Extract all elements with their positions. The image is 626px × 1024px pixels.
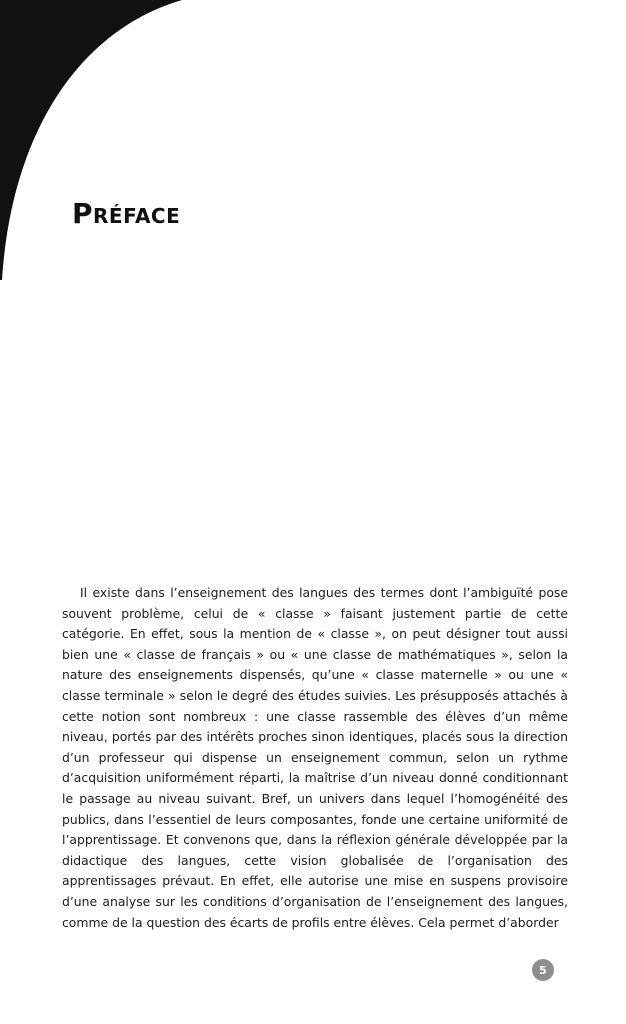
page-number-badge: 5	[532, 959, 554, 981]
corner-decoration	[0, 0, 200, 280]
chapter-title: Préface	[72, 197, 181, 230]
body-paragraph: Il existe dans l’enseignement des langues des termes dont l’ambiguïté pose souvent problème, celui de « classe » faisant justement partie de cette catégorie. En effet, sous la mention de « classe », on peut désigner tout aussi bien une « classe de français » ou « une classe de mathématiques », selon la nature des enseignements dispensés, qu’une « classe maternelle » ou une « classe terminale » selon le degré des études suivies. Les présupposés attachés à cette notion sont nombreux : une classe rassemble des élèves d’un même niveau, portés par des intérêts proches sinon identiques, placés sous la direction d’un professeur qui dispense un enseignement commun, selon un rythme d’acquisition uniformément réparti, la maîtrise d’un niveau donné conditionnant le passage au niveau suivant. Bref, un univers dans lequel l’homogénéité des publics, dans l’essentiel de leurs composantes, fonde une certaine uniformité de l’apprentissage. Et convenons que, dans la réflexion générale développée par la didactique des langues, cette vision globalisée de l’organisation des apprentissages prévaut. En effet, elle autorise une mise en suspens provisoire d’une analyse sur les conditions d’organisation de l’enseignement des langues, comme de la question des écarts de profils entre élèves. Cela permet d’aborder	[62, 585, 568, 930]
